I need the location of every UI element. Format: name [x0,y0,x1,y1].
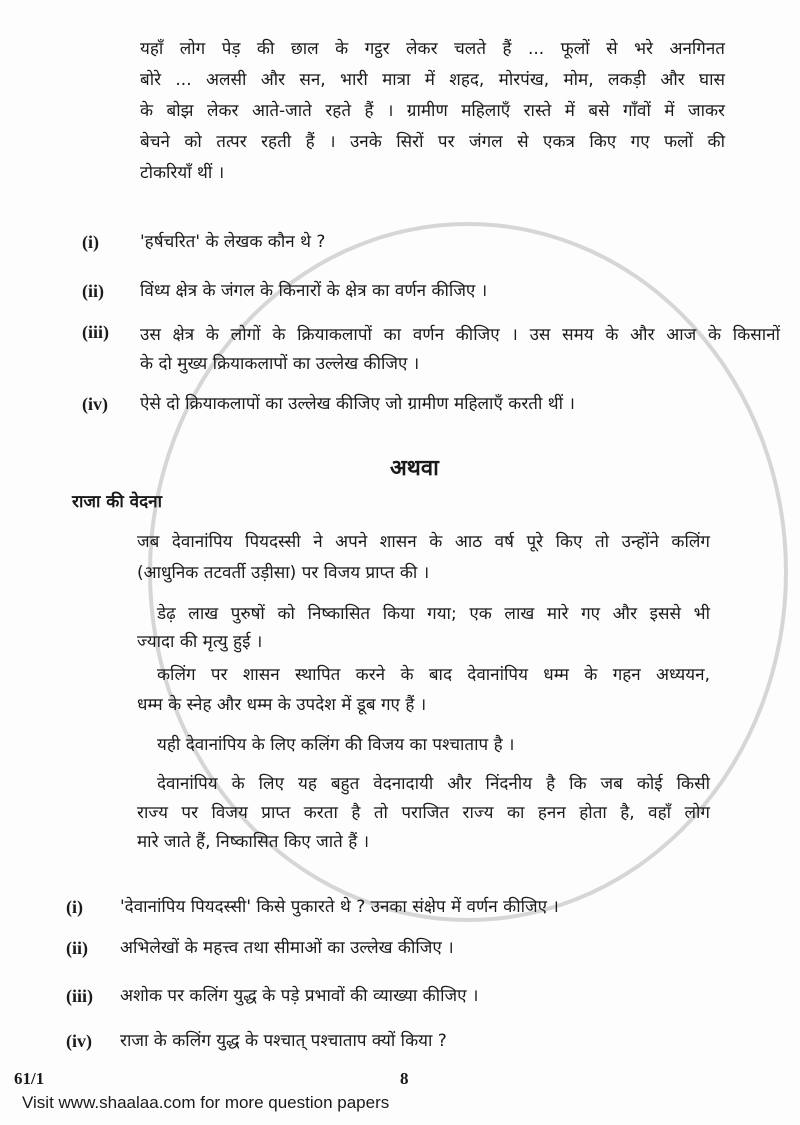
question-text: उस क्षेत्र के लोगों के क्रियाकलापों का वर्णन कीजिए । उस समय के और आज के किसानों [140,325,780,345]
question-text: 'हर्षचरित' के लेखक कौन थे ? [140,232,326,252]
passage-line: बेचने को तत्पर रहती हैं । उनके सिरों पर जंगल से एकत्र किए गए फलों की [140,132,725,152]
question-text: राजा के कलिंग युद्ध के पश्चात् पश्चाताप क्यों किया ? [120,1031,447,1051]
question-label: (iii) [66,986,93,1006]
passage-line: टोकरियाँ थीं । [140,163,225,183]
passage-1 [0,34,800,189]
question-label: (ii) [66,938,88,958]
or-heading: अथवा [390,456,439,481]
passage-title: राजा की वेदना [72,492,162,512]
question-item [0,896,800,918]
passage-line: मारे जाते हैं, निष्कासित किए जाते हैं । [137,832,370,852]
passage-line: (आधुनिक तटवर्ती उड़ीसा) पर विजय प्राप्त की । [137,563,430,583]
passage-line: देवानांपिय के लिए यह बहुत वेदनादायी और निंदनीय है कि जब कोई किसी [157,774,710,794]
page-content [0,34,800,1114]
passage-line: जब देवानांपिय पियदस्सी ने अपने शासन के आठ वर्ष पूरे किए तो उन्होंने कलिंग [137,532,710,552]
question-text: ऐसे दो क्रियाकलापों का उल्लेख कीजिए जो ग्रामीण महिलाएँ करती थीं । [140,394,575,414]
visit-link[interactable]: Visit www.shaalaa.com for more question papers [22,1093,390,1112]
question-text: विंध्य क्षेत्र के जंगल के किनारों के क्षेत्र का वर्णन कीजिए । [140,281,488,301]
question-label: (iv) [82,394,108,414]
passage-line: राज्य पर विजय प्राप्त करता है तो पराजित राज्य का हनन होता है, वहाँ लोग [137,803,710,823]
question-item [0,937,800,959]
paper-code: 61/1 [14,1069,45,1088]
question-text: के दो मुख्य क्रियाकलापों का उल्लेख कीजिए । [140,354,420,374]
question-item [0,321,800,379]
question-item [0,231,800,253]
question-text: अशोक पर कलिंग युद्ध के पड़े प्रभावों की व्याख्या कीजिए । [120,986,479,1006]
question-label: (i) [66,897,83,917]
question-label: (iii) [82,322,109,342]
passage-line: ज्यादा की मृत्यु हुई । [137,632,263,652]
question-text: 'देवानांपिय पियदस्सी' किसे पुकारते थे ? उनका संक्षेप में वर्णन कीजिए । [120,897,559,917]
question-text: अभिलेखों के महत्त्व तथा सीमाओं का उल्लेख कीजिए । [120,938,454,958]
question-item [0,393,800,415]
passage-line: यही देवानांपिय के लिए कलिंग की विजय का पश्चाताप है । [157,735,515,755]
page-number: 8 [400,1069,409,1088]
passage-line: बोरे ... अलसी और सन, भारी मात्रा में शहद, मोरपंख, मोम, लकड़ी और घास [140,70,725,90]
passage-line: के बोझ लेकर आते-जाते रहते हैं । ग्रामीण महिलाएँ रास्ते में बसे गाँवों में जाकर [140,101,725,121]
passage-line: डेढ़ लाख पुरुषों को निष्कासित किया गया; एक लाख मारे गए और इससे भी [157,604,710,624]
question-item [0,1030,800,1052]
question-item [0,985,800,1007]
question-label: (i) [82,232,99,252]
passage-line: कलिंग पर शासन स्थापित करने के बाद देवानांपिय धम्म के गहन अध्ययन, [157,665,710,685]
footer [0,1068,800,1090]
passage-line: यहाँ लोग पेड़ की छाल के गट्ठर लेकर चलते हैं ... फूलों से भरे अनगिनत [140,39,725,59]
question-item [0,280,800,302]
question-label: (iv) [66,1031,92,1051]
passage-line: धम्म के स्नेह और धम्म के उपदेश में डूब गए हैं । [137,695,427,715]
question-label: (ii) [82,281,104,301]
